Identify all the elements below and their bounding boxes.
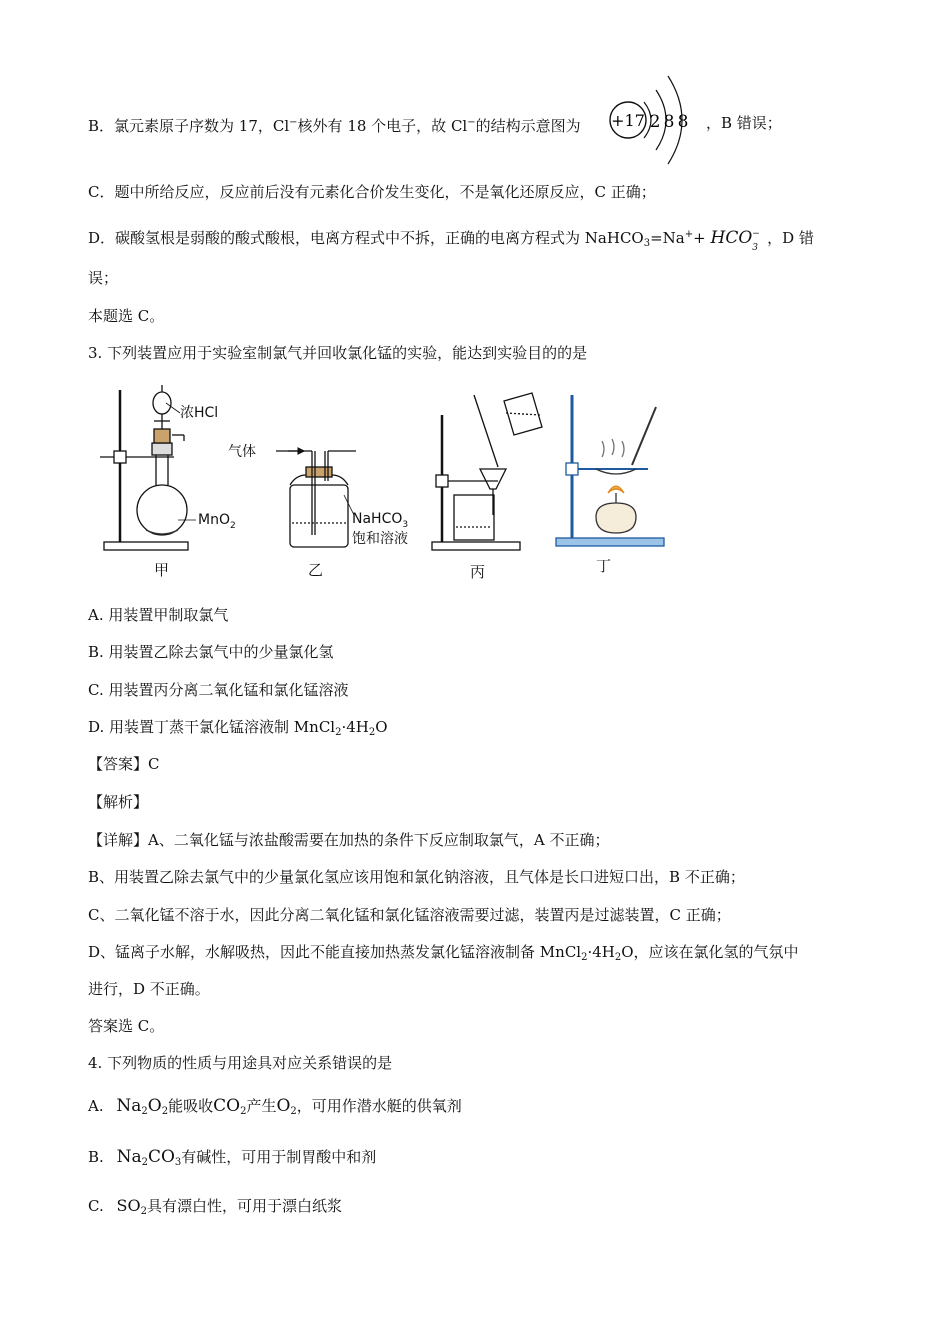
apparatus-yi bbox=[276, 451, 356, 547]
detail-b bbox=[88, 867, 745, 887]
so2-base: SO bbox=[116, 1196, 141, 1215]
label-nahco3-sub: 3 bbox=[402, 520, 409, 530]
text: 具有漂白性，可用于漂白纸浆 bbox=[146, 1197, 342, 1215]
text: D. 用装置丁蒸干氯化锰溶液制 MnCl bbox=[88, 718, 336, 736]
label-conc-hcl: 浓HCl bbox=[180, 405, 219, 421]
formula-co2 bbox=[213, 1096, 246, 1116]
option-d-continuation bbox=[88, 268, 118, 288]
chloride-atomic-structure-diagram bbox=[606, 68, 716, 172]
formula-na2co3 bbox=[117, 1147, 182, 1167]
text: 3. 下列装置应用于实验室制氯气并回收氯化锰的实验，能达到实验目的的是 bbox=[88, 344, 588, 362]
o2-sub: 2 bbox=[290, 1106, 297, 1117]
q4-option-a bbox=[88, 1096, 462, 1122]
text: 误； bbox=[88, 269, 119, 287]
shell-1-electrons: 2 bbox=[649, 112, 661, 132]
apparatus-ding bbox=[556, 395, 664, 546]
text: B、用装置乙除去氯气中的少量氯化氢应该用饱和氯化钠溶液，且气体是长口进短口出，B 不正确； bbox=[88, 868, 745, 886]
text: 4. 下列物质的性质与用途具对应关系错误的是 bbox=[88, 1054, 393, 1072]
apparatus-bing bbox=[432, 393, 542, 550]
option-b-explanation bbox=[88, 113, 581, 136]
text: 核外有 18 个电子，故 Cl bbox=[297, 117, 468, 135]
question-4-stem bbox=[88, 1053, 392, 1073]
option-d-explanation bbox=[88, 225, 814, 254]
q3-option-d bbox=[88, 717, 388, 743]
text: ，B 错误； bbox=[706, 114, 782, 132]
ion-base: HCO bbox=[710, 228, 753, 248]
superscript: − bbox=[467, 117, 476, 128]
answer-value: C bbox=[148, 755, 160, 773]
text: 产生 bbox=[246, 1097, 277, 1115]
label-ding: 丁 bbox=[596, 557, 612, 575]
na2co3-co: CO bbox=[147, 1147, 175, 1167]
subscript: 2 bbox=[581, 952, 588, 963]
na2o2-na: Na bbox=[116, 1096, 142, 1116]
option-b-tail bbox=[706, 113, 782, 133]
label-nahco3-base: NaHCO bbox=[352, 511, 403, 527]
text: + bbox=[693, 229, 706, 247]
text: ·4H bbox=[587, 943, 615, 961]
formula-so2 bbox=[117, 1196, 147, 1215]
text: C．题中所给反应，反应前后没有元素化合价发生变化，不是氧化还原反应，C 正确； bbox=[88, 183, 656, 201]
text: O bbox=[375, 718, 388, 736]
answer-line bbox=[88, 754, 160, 774]
option-c-explanation bbox=[88, 182, 656, 202]
text: C. bbox=[88, 1197, 104, 1215]
subscript: 2 bbox=[335, 727, 342, 738]
subscript: 2 bbox=[614, 952, 622, 963]
na2o2-sub1: 2 bbox=[141, 1106, 148, 1117]
label-gas: 气体 bbox=[228, 444, 256, 460]
formula-na2o2 bbox=[116, 1096, 168, 1116]
co2-sub: 2 bbox=[240, 1106, 247, 1117]
q3-option-c bbox=[88, 680, 348, 700]
text: B. bbox=[88, 1148, 104, 1166]
na2co3-sub2: 3 bbox=[174, 1157, 182, 1168]
ion-charge: − bbox=[752, 229, 760, 239]
label-mno2-sub: 2 bbox=[229, 521, 236, 531]
bicarbonate-ion bbox=[710, 228, 760, 253]
text: 进行，D 不正确。 bbox=[88, 980, 210, 998]
text: ，可用作潜水艇的供氧剂 bbox=[296, 1097, 462, 1115]
text: A、二氧化锰与浓盐酸需要在加热的条件下反应制取氯气，A 不正确； bbox=[148, 831, 610, 849]
q3-option-b bbox=[88, 642, 334, 662]
detail-c bbox=[88, 905, 731, 925]
text: D、锰离子水解，水解吸热，因此不能直接加热蒸发氯化锰溶液制备 MnCl bbox=[88, 943, 582, 961]
analysis-tag: 【解析】 bbox=[88, 793, 149, 811]
shell-2-electrons: 8 bbox=[663, 112, 675, 132]
text: B. 用装置乙除去氯气中的少量氯化氢 bbox=[88, 643, 334, 661]
question-3-stem bbox=[88, 343, 587, 363]
label-saturated-solution: 饱和溶液 bbox=[352, 531, 408, 547]
na2co3-na: Na bbox=[116, 1147, 142, 1167]
text: 有碱性，可用于制胃酸中和剂 bbox=[181, 1148, 377, 1166]
label-bing: 丙 bbox=[470, 563, 486, 581]
subscript: 3 bbox=[643, 238, 651, 249]
text: A. 用装置甲制取氯气 bbox=[88, 606, 229, 624]
text: D．碳酸氢根是弱酸的酸式酸根，电离方程式中不拆，正确的电离方程式为 NaHCO bbox=[88, 229, 644, 247]
text: C. 用装置丙分离二氧化锰和氯化锰溶液 bbox=[88, 681, 349, 699]
text: O，应该在氯化氢的气氛中 bbox=[621, 943, 799, 961]
nucleus-charge: +17 bbox=[611, 111, 645, 130]
answer-tag: 【答案】 bbox=[88, 755, 149, 773]
analysis-line bbox=[88, 792, 148, 812]
co2-base: CO bbox=[213, 1096, 241, 1116]
text: B．氯元素原子序数为 17，Cl bbox=[88, 117, 290, 135]
label-yi: 乙 bbox=[308, 561, 324, 579]
detail-tag: 【详解】 bbox=[88, 831, 149, 849]
text: ·4H bbox=[341, 718, 369, 736]
detail-d-continuation bbox=[88, 979, 210, 999]
text: 的结构示意图为 bbox=[475, 117, 581, 135]
na2o2-o: O bbox=[147, 1096, 162, 1116]
text: 本题选 C。 bbox=[88, 307, 165, 325]
text: 答案选 C。 bbox=[88, 1017, 165, 1035]
label-mno2 bbox=[198, 512, 236, 531]
apparatus-figure bbox=[96, 385, 676, 585]
ion-subscript: 3 bbox=[752, 243, 759, 253]
shell-3-electrons: 8 bbox=[677, 112, 689, 132]
detail-d bbox=[88, 942, 799, 968]
superscript: − bbox=[289, 117, 298, 128]
na2co3-sub1: 2 bbox=[141, 1157, 148, 1168]
q4-option-c bbox=[88, 1196, 342, 1222]
subscript: 2 bbox=[368, 727, 376, 738]
q3-option-a bbox=[88, 605, 228, 625]
text: 能吸收 bbox=[168, 1097, 214, 1115]
label-nahco3 bbox=[352, 511, 408, 530]
answer-summary-3 bbox=[88, 1016, 164, 1036]
answer-summary-2 bbox=[88, 306, 164, 326]
label-mno2-base: MnO bbox=[198, 512, 230, 528]
label-jia: 甲 bbox=[154, 561, 170, 579]
text: ，D 错 bbox=[767, 229, 814, 247]
text: C、二氧化锰不溶于水，因此分离二氧化锰和氯化锰溶液需要过滤，装置丙是过滤装置，C 正确； bbox=[88, 906, 731, 924]
detail-a bbox=[88, 830, 609, 850]
so2-sub: 2 bbox=[140, 1206, 147, 1217]
text: =Na bbox=[650, 229, 685, 247]
formula-o2 bbox=[276, 1096, 296, 1116]
na2o2-sub2: 2 bbox=[161, 1106, 169, 1117]
text: A. bbox=[88, 1097, 104, 1115]
q4-option-b bbox=[88, 1147, 376, 1173]
superscript: + bbox=[684, 229, 694, 240]
o2-base: O bbox=[276, 1096, 291, 1116]
